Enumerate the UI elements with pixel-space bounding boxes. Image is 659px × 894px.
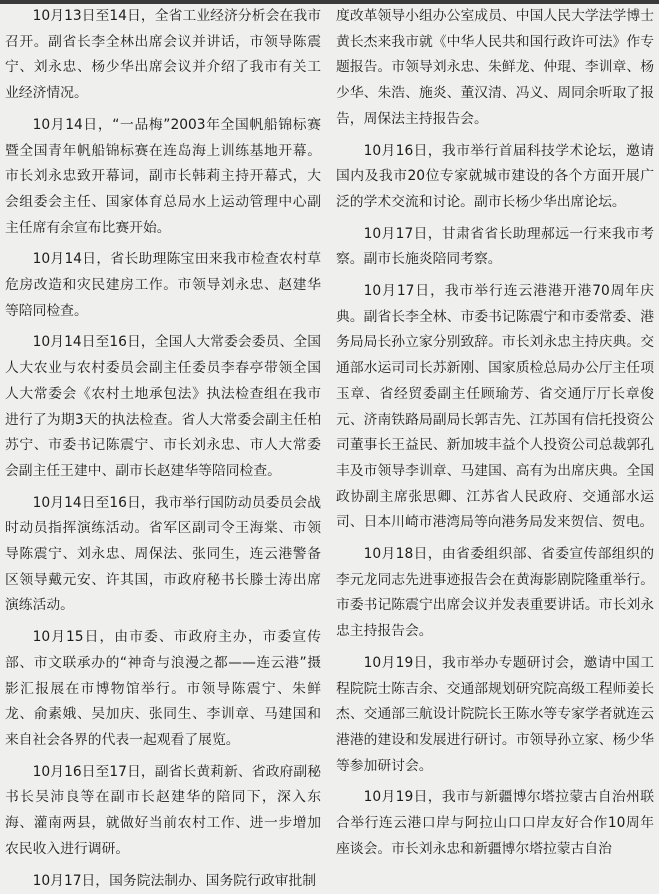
entry-paragraph: 10月18日，由省委组织部、省委宣传部组织的李元龙同志先进事迹报告会在黄海影剧院隆重举行。市委书记陈震宁出席会议并发表重要讲话。市长刘永忠主持报告会。 — [336, 542, 654, 645]
right-column — [336, 4, 654, 863]
entry-paragraph: 10月16日，我市举行首届科技学术论坛，邀请国内及我市20位专家就城市建设的各个方面开展广泛的学术交流和讨论。副市长杨少华出席论坛。 — [336, 139, 654, 216]
entry-paragraph: 10月14日，省长助理陈宝田来我市检查农村草危房改造和灾民建房工作。市领导刘永忠、赵建华等陪同检查。 — [5, 247, 321, 324]
entry-paragraph: 10月15日，由市委、市政府主办，市委宣传部、市文联承办的“神奇与浪漫之都——连云港”摄影汇报展在市博物馆举行。市领导陈震宁、朱鲜龙、俞素娥、吴加庆、张同生、李训章、马建国和来自社会各界的代表一起观看了展览。 — [5, 625, 321, 754]
entry-paragraph: 10月14日至16日，全国人大常委会委员、全国人大农业与农村委员会副主任委员李春亭带领全国人大常委会《农村土地承包法》执法检查组在我市进行了为期3天的执法检查。省人大常委会副主任柏苏宁、市委书记陈震宁、市长刘永忠、市人大常委会副主任王建中、副市长赵建华等陪同检查。 — [5, 330, 321, 484]
entry-paragraph: 10月14日至16日，我市举行国防动员委员会战时动员指挥演练活动。省军区副司令王海棠、市领导陈震宁、刘永忠、周保法、张同生，连云港警备区领导戴元安、许其国，市政府秘书长滕士涛出席演练活动。 — [5, 491, 321, 620]
entry-paragraph: 10月19日，我市与新疆博尔塔拉蒙古自治州联合举行连云港口岸与阿拉山口口岸友好合作10周年座谈会。市长刘永忠和新疆博尔塔拉蒙古自治 — [336, 785, 654, 862]
entry-paragraph: 10月16日至17日，副省长黄莉新、省政府副秘书长吴沛良等在副市长赵建华的陪同下，深入东海、灌南两县，就做好当前农村工作、进一步增加农民收入进行调研。 — [5, 760, 321, 863]
entry-paragraph: 10月19日，我市举办专题研讨会，邀请中国工程院院士陈吉余、交通部规划研究院高级工程师姜长杰、交通部三航设计院院长王陈水等专家学者就连云港港的建设和发展进行研讨。市领导孙立家、杨少华等参加研讨会。 — [336, 651, 654, 780]
entry-paragraph: 10月17日，我市举行连云港港开港70周年庆典。副省长李全林、市委书记陈震宁和市委常委、港务局局长孙立家分别致辞。市长刘永忠主持庆典。交通部水运司司长苏新刚、国家质检总局办公厅主任项玉章、省经贸委副主任顾瑜芳、省交通厅厅长章俊元、济南铁路局副局长郭吉先、江苏国有信托投资公司董事长王益民、新加坡丰益个人投资公司总裁郭孔丰及市领导李训章、马建国、高有为出席庆典。全国政协副主席张思卿、江苏省人民政府、交通部水运司、日本川崎市港湾局等向港务局发来贺信、贺电。 — [336, 279, 654, 536]
entry-paragraph-continued: 度改革领导小组办公室成员、中国人民大学法学博士黄长杰来我市就《中华人民共和国行政许可法》作专题报告。市领导刘永忠、朱鲜龙、仲琨、李训章、杨少华、朱浩、施炎、董汉清、冯义、周同余听取了报告，周保法主持报告会。 — [336, 4, 654, 133]
entry-paragraph: 10月17日，甘肃省省长助理郝远一行来我市考察。副市长施炎陪同考察。 — [336, 222, 654, 273]
left-column — [5, 4, 321, 894]
entry-paragraph: 10月14日，“一品梅”2003年全国帆船锦标赛暨全国青年帆船锦标赛在连岛海上训练基地开幕。市长刘永忠致开幕词，副市长韩莉主持开幕式，大会组委会主任、国家体育总局水上运动管理中心副主任席有余宣布比赛开始。 — [5, 113, 321, 242]
entry-paragraph: 10月17日，国务院法制办、国务院行政审批制 — [5, 869, 321, 894]
entry-paragraph: 10月13日至14日，全省工业经济分析会在我市召开。副省长李全林出席会议并讲话，市领导陈震宁、刘永忠、杨少华出席会议并介绍了我市有关工业经济情况。 — [5, 4, 321, 107]
